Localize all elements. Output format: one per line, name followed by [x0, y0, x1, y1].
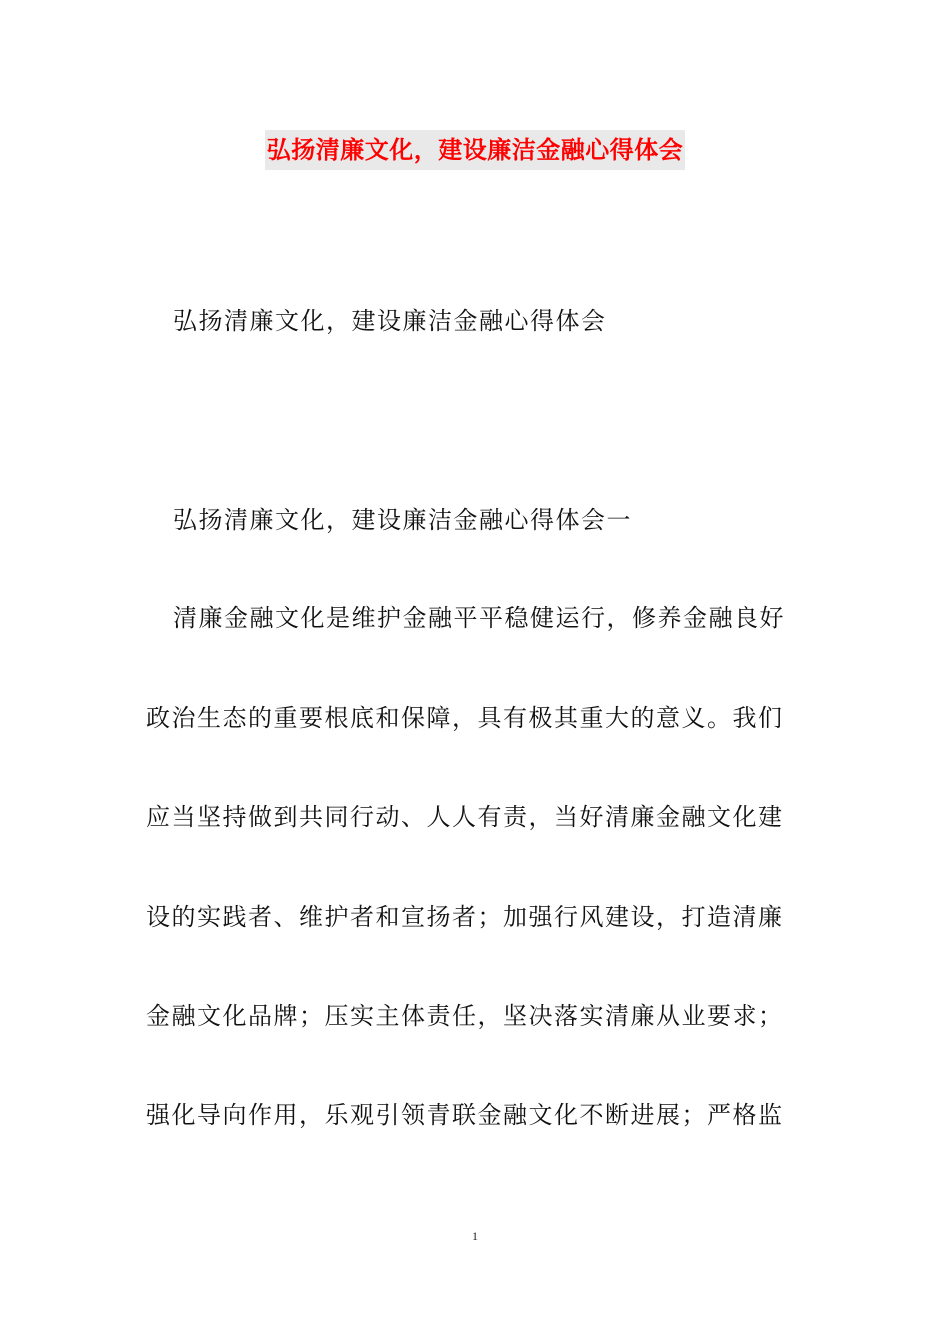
subtitle-line: 弘扬清廉文化，建设廉洁金融心得体会: [173, 307, 607, 335]
document-title: [0, 130, 950, 173]
body-line: 清廉金融文化是维护金融平平稳健运行，修养金融良好: [173, 604, 785, 632]
body-line: 应当坚持做到共同行动、人人有责，当好清廉金融文化建: [146, 803, 784, 831]
body-line: 设的实践者、维护者和宣扬者；加强行风建设，打造清廉: [146, 903, 784, 931]
page-number: 1: [472, 1229, 478, 1243]
document-title-text: 弘扬清廉文化，建设廉洁金融心得体会: [265, 130, 686, 170]
body-line: 政治生态的重要根底和保障，具有极其重大的意义。我们: [146, 704, 784, 732]
body-line: 金融文化品牌；压实主体责任，坚决落实清廉从业要求；: [146, 1002, 784, 1030]
section-heading: 弘扬清廉文化，建设廉洁金融心得体会一: [173, 506, 632, 534]
body-line: 强化导向作用，乐观引领青联金融文化不断进展；严格监: [146, 1101, 784, 1129]
